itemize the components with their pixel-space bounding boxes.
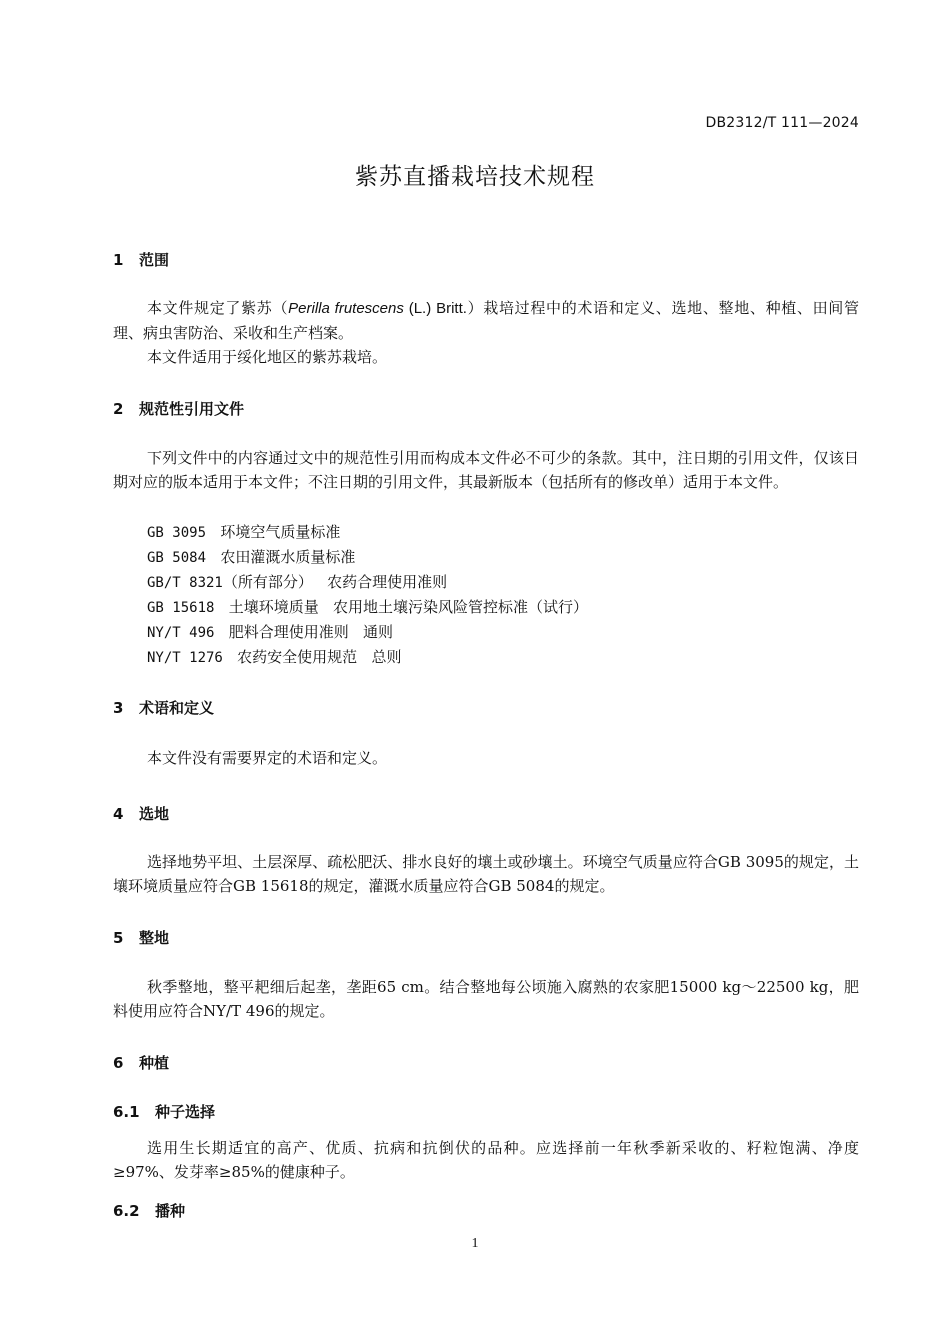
section-title: 种子选择 (155, 1103, 216, 1121)
normative-reference: GB 5084 农田灌溉水质量标准 (147, 548, 356, 566)
section-number: 4 (113, 805, 124, 823)
section-6-1-heading (113, 1101, 215, 1122)
latin-name-italic: Perilla frutescens (288, 300, 404, 317)
section-4-paragraph-1: 选择地势平坦、土层深厚、疏松肥沃、排水良好的壤土或砂壤土。环境空气质量应符合GB 3095的规定，土壤环境质量应符合GB 15618的规定，灌溉水质量应符合GB 5084的规定。 (113, 853, 859, 895)
section-5-heading (113, 927, 169, 948)
section-title: 范围 (139, 251, 170, 269)
section-number: 6.2 (113, 1202, 140, 1220)
normative-reference: GB/T 8321（所有部分） 农药合理使用准则 (147, 573, 448, 591)
section-1-paragraph-2: 本文件适用于绥化地区的紫苏栽培。 (147, 348, 388, 366)
section-2-heading (113, 398, 244, 419)
section-1-paragraph-1: 本文件规定了紫苏（Perilla frutescens (L.) Britt.）栽培过程中的术语和定义、选地、整地、种植、田间管理、病虫害防治、采收和生产档案。 (113, 299, 859, 342)
normative-reference: GB 3095 环境空气质量标准 (147, 523, 341, 541)
normative-reference: NY/T 496 肥料合理使用准则 通则 (147, 623, 394, 641)
latin-name-author: (L.) Britt. (403, 300, 467, 317)
section-number: 3 (113, 699, 124, 717)
section-number: 6 (113, 1054, 124, 1072)
section-6-2-heading (113, 1200, 185, 1221)
standard-code: DB2312/T 111—2024 (705, 115, 859, 131)
section-title: 种植 (139, 1054, 170, 1072)
normative-reference: NY/T 1276 农药安全使用规范 总则 (147, 648, 402, 666)
section-title: 术语和定义 (139, 699, 215, 717)
page-number: 1 (471, 1236, 479, 1251)
section-6-1-paragraph-1: 选用生长期适宜的高产、优质、抗病和抗倒伏的品种。应选择前一年秋季新采收的、籽粒饱满、净度≥97%、发芽率≥85%的健康种子。 (113, 1139, 859, 1181)
document-title: 紫苏直播栽培技术规程 (355, 164, 595, 190)
section-3-paragraph-1: 本文件没有需要界定的术语和定义。 (147, 749, 388, 767)
section-1-heading (113, 249, 169, 270)
normative-reference: GB 15618 土壤环境质量 农用地土壤污染风险管控标准（试行） (147, 598, 589, 616)
section-3-heading (113, 697, 214, 718)
section-5-paragraph-1: 秋季整地，整平耙细后起垄，垄距65 cm。结合整地每公顷施入腐熟的农家肥15000 kg～22500 kg，肥料使用应符合NY/T 496的规定。 (113, 978, 859, 1020)
section-number: 1 (113, 251, 124, 269)
section-4-heading (113, 803, 169, 824)
section-title: 整地 (139, 929, 170, 947)
section-title: 选地 (139, 805, 170, 823)
section-title: 播种 (155, 1202, 186, 1220)
section-number: 6.1 (113, 1103, 140, 1121)
section-2-paragraph-1: 下列文件中的内容通过文中的规范性引用而构成本文件必不可少的条款。其中，注日期的引用文件，仅该日期对应的版本适用于本文件；不注日期的引用文件，其最新版本（包括所有的修改单）适用于本文件。 (113, 449, 859, 491)
section-number: 5 (113, 929, 124, 947)
section-number: 2 (113, 400, 124, 418)
section-6-heading (113, 1052, 169, 1073)
section-title: 规范性引用文件 (139, 400, 245, 418)
